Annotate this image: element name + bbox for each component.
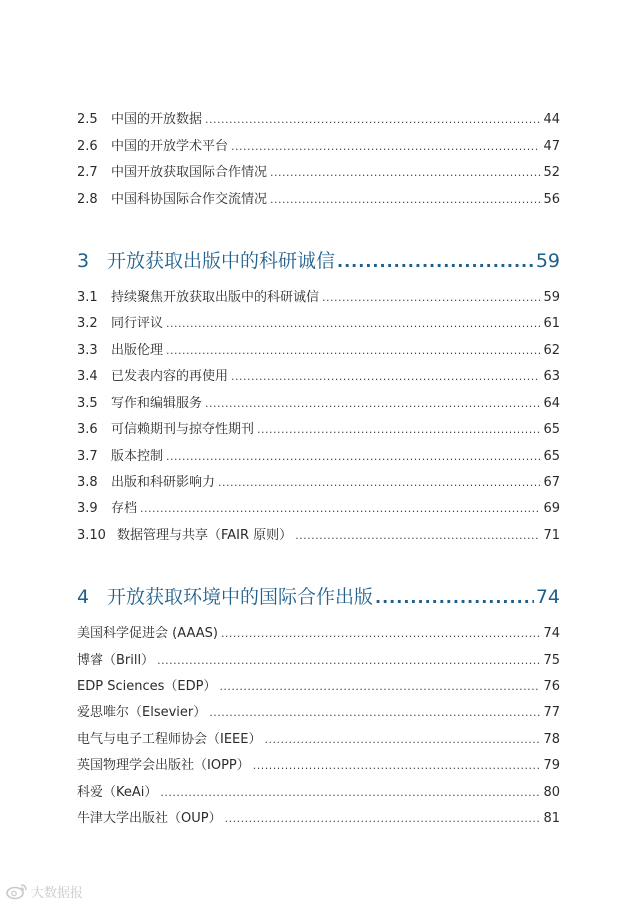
chapter-page-number: 59 (535, 250, 560, 272)
section-title: 同行评议 (111, 316, 164, 331)
section-title: 牛津大学出版社（OUP） (77, 811, 222, 826)
section-title: 电气与电子工程师协会（IEEE） (77, 732, 262, 747)
dot-leader (375, 583, 534, 613)
section-title: 中国科协国际合作交流情况 (111, 192, 268, 207)
section-number: 3.5 (77, 396, 98, 411)
page-number: 67 (543, 475, 560, 490)
toc-entry-iopp[interactable] (77, 756, 560, 776)
toc-entry-3-6[interactable] (77, 420, 560, 440)
toc-entry-ieee[interactable] (77, 730, 560, 750)
page-number: 79 (543, 758, 560, 773)
chapter-4-heading[interactable] (77, 582, 560, 612)
section-number: 3.8 (77, 475, 98, 490)
section-title: 中国开放获取国际合作情况 (111, 165, 268, 180)
page-number: 63 (543, 369, 560, 384)
section-number: 3.10 (77, 528, 106, 543)
section-number: 3.2 (77, 316, 98, 331)
section-title: 写作和编辑服务 (111, 396, 203, 411)
toc-entry-elsevier[interactable] (77, 703, 560, 723)
section-title: 存档 (111, 501, 138, 516)
section-number: 2.7 (77, 165, 98, 180)
section-title: 博睿（Brill） (77, 653, 155, 668)
toc-entry-edp[interactable] (77, 677, 560, 697)
section-title: 科爱（KeAi） (77, 785, 158, 800)
dot-leader (270, 163, 540, 183)
page-number: 61 (543, 316, 560, 331)
section-title: 爱思唯尔（Elsevier） (77, 705, 207, 720)
dot-leader (166, 341, 540, 361)
section-number: 3.9 (77, 501, 98, 516)
dot-leader (166, 314, 540, 334)
section-title: 英国物理学会出版社（IOPP） (77, 758, 250, 773)
page-number: 71 (543, 528, 560, 543)
dot-leader (157, 651, 540, 671)
section-number: 3.4 (77, 369, 98, 384)
dot-leader (257, 420, 540, 440)
dot-leader (205, 110, 540, 130)
toc-entry-2-8[interactable] (77, 190, 560, 210)
toc-entry-3-7[interactable] (77, 447, 560, 467)
section-number: 3.3 (77, 343, 98, 358)
toc-entry-brill[interactable] (77, 651, 560, 671)
page-number: 78 (543, 732, 560, 747)
section-number: 2.6 (77, 139, 98, 154)
section-number: 3.6 (77, 422, 98, 437)
watermark (6, 880, 83, 902)
dot-leader (295, 526, 540, 546)
dot-leader (231, 137, 540, 157)
dot-leader (337, 247, 534, 277)
dot-leader (221, 624, 541, 644)
page-number: 62 (543, 343, 560, 358)
page-number: 81 (543, 811, 560, 826)
section-title: 持续聚焦开放获取出版中的科研诚信 (111, 290, 320, 305)
dot-leader (225, 809, 541, 829)
page-number: 56 (543, 192, 560, 207)
page-number: 76 (543, 679, 560, 694)
section-title: 已发表内容的再使用 (111, 369, 229, 384)
page-number: 77 (543, 705, 560, 720)
section-title: 可信赖期刊与掠夺性期刊 (111, 422, 255, 437)
page-number: 47 (543, 139, 560, 154)
page-number: 52 (543, 165, 560, 180)
toc-entry-oup[interactable] (77, 809, 560, 829)
toc-entry-2-6[interactable] (77, 137, 560, 157)
section-title: 数据管理与共享（FAIR 原则） (117, 528, 293, 543)
toc-entry-2-7[interactable] (77, 163, 560, 183)
toc-entry-keai[interactable] (77, 783, 560, 803)
dot-leader (322, 288, 540, 308)
toc-entry-3-2[interactable] (77, 314, 560, 334)
dot-leader (218, 473, 540, 493)
weibo-logo-icon (6, 882, 28, 900)
section-number: 3.7 (77, 449, 98, 464)
page-number: 65 (543, 422, 560, 437)
chapter-title: 开放获取出版中的科研诚信 (107, 250, 336, 272)
section-title: 美国科学促进会 (AAAS) (77, 626, 218, 641)
page-number: 74 (543, 626, 560, 641)
page-number: 69 (543, 501, 560, 516)
toc-entry-3-3[interactable] (77, 341, 560, 361)
section-title: EDP Sciences（EDP） (77, 679, 217, 694)
dot-leader (140, 499, 540, 519)
toc-entry-3-4[interactable] (77, 367, 560, 387)
section-number: 2.5 (77, 112, 98, 127)
page-number: 64 (543, 396, 560, 411)
section-title: 版本控制 (111, 449, 164, 464)
section-number: 3.1 (77, 290, 98, 305)
dot-leader (160, 783, 540, 803)
page-number: 75 (543, 653, 560, 668)
page-number: 80 (543, 785, 560, 800)
dot-leader (166, 447, 540, 467)
toc-entry-3-1[interactable] (77, 288, 560, 308)
chapter-title: 开放获取环境中的国际合作出版 (107, 586, 374, 608)
toc-entry-aaas[interactable] (77, 624, 560, 644)
dot-leader (209, 703, 540, 723)
chapter-number: 4 (77, 586, 90, 608)
page-number: 65 (543, 449, 560, 464)
dot-leader (231, 367, 540, 387)
toc-entry-3-5[interactable] (77, 394, 560, 414)
toc-entry-2-5[interactable] (77, 110, 560, 130)
page-number: 44 (543, 112, 560, 127)
toc-entry-3-9[interactable] (77, 499, 560, 519)
dot-leader (219, 677, 540, 697)
page-number: 59 (543, 290, 560, 305)
section-number: 2.8 (77, 192, 98, 207)
section-title: 中国的开放数据 (111, 112, 203, 127)
section-title: 出版伦理 (111, 343, 164, 358)
watermark-text: 大数据报 (31, 885, 84, 901)
dot-leader (253, 756, 541, 776)
chapter-page-number: 74 (535, 586, 560, 608)
dot-leader (205, 394, 540, 414)
section-title: 中国的开放学术平台 (111, 139, 229, 154)
toc-entry-3-8[interactable] (77, 473, 560, 493)
chapter-number: 3 (77, 250, 90, 272)
chapter-3-heading[interactable] (77, 246, 560, 276)
dot-leader (264, 730, 540, 750)
dot-leader (270, 190, 540, 210)
section-title: 出版和科研影响力 (111, 475, 216, 490)
toc-entry-3-10[interactable] (77, 526, 560, 546)
